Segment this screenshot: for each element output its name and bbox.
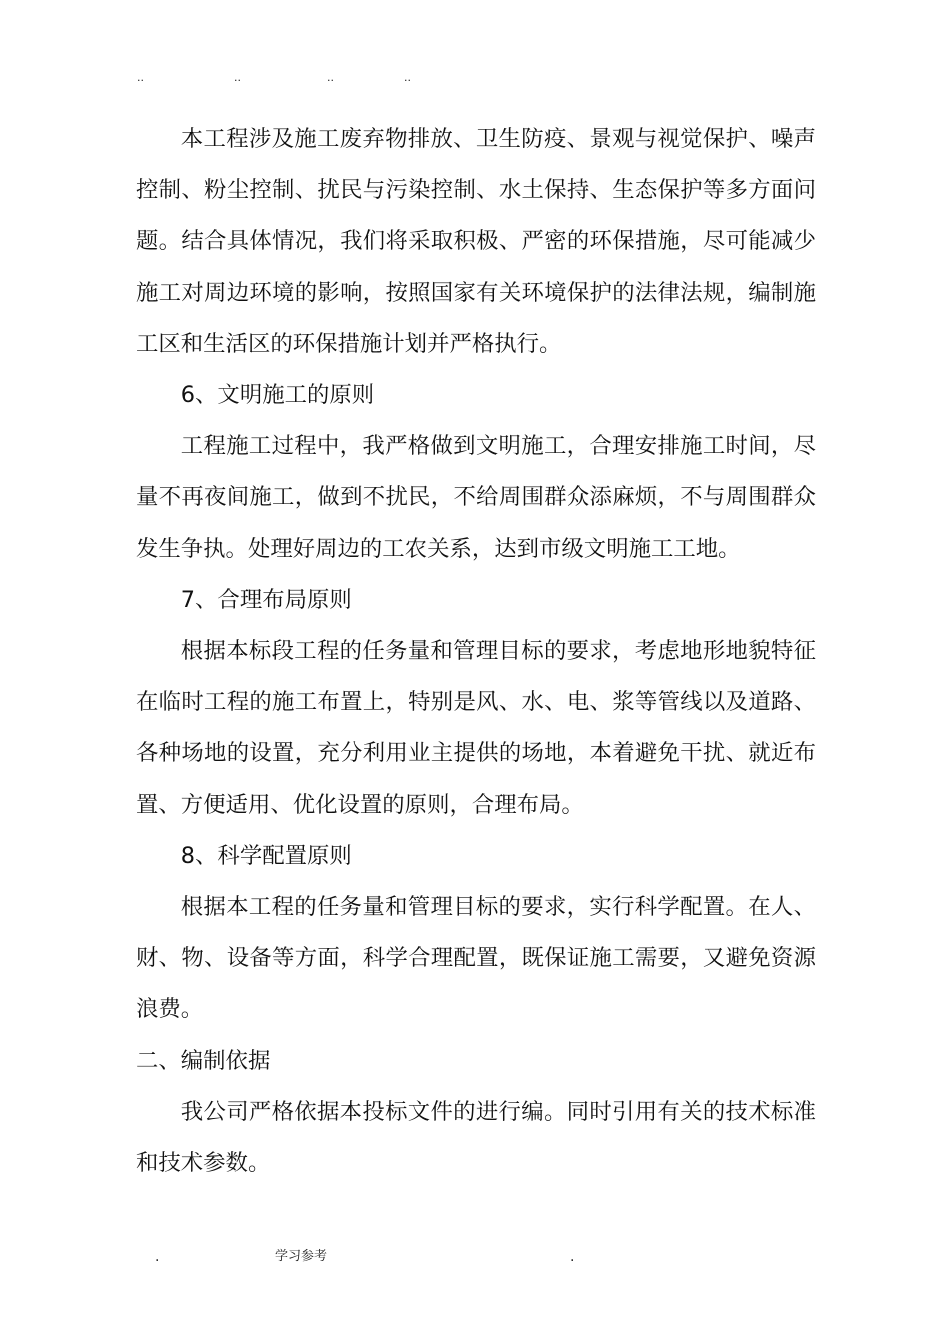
header-mark: .. [234,71,241,84]
body-paragraph: 本工程涉及施工废弃物排放、卫生防疫、景观与视觉保护、噪声控制、粉尘控制、扰民与污染控制、水土保持、生态保护等多方面问题。结合具体情况，我们将采取积极、严密的环保措施，尽可能减少施工对周边环境的影响，按照国家有关环境保护的法律法规，编制施工区和生活区的环保措施计划并严格执行。 [136,126,816,357]
section-heading: 8、科学配置原则 [180,842,352,869]
footer-mark-right: . [570,1249,575,1265]
body-paragraph: 我公司严格依据本投标文件的进行编。同时引用有关的技术标准和技术参数。 [136,1098,816,1177]
page-footer [0,1245,950,1269]
body-paragraph: 根据本标段工程的任务量和管理目标的要求，考虑地形地貌特征在临时工程的施工布置上，特别是风、水、电、浆等管线以及道路、各种场地的设置，充分利用业主提供的场地，本着避免干扰、就近布置、方便适用、优化设置的原则，合理布局。 [136,638,816,818]
header-mark: .. [327,71,334,84]
document-body [136,114,816,1189]
section-heading: 7、合理布局原则 [180,586,352,613]
body-paragraph: 工程施工过程中，我严格做到文明施工，合理安排施工时间，尽量不再夜间施工，做到不扰民，不给周围群众添麻烦，不与周围群众发生争执。处理好周边的工农关系，达到市级文明施工工地。 [136,433,816,562]
header-mark: .. [137,71,144,84]
footer-mark-left: . [155,1249,160,1265]
header-mark: .. [404,71,411,84]
chapter-heading: 二、编制依据 [136,1047,271,1074]
body-paragraph: 根据本工程的任务量和管理目标的要求，实行科学配置。在人、财、物、设备等方面，科学合理配置，既保证施工需要，又避免资源浪费。 [136,894,816,1023]
section-heading: 6、文明施工的原则 [180,382,375,409]
footer-text: 学习参考 [275,1249,328,1264]
page-header [0,68,950,88]
